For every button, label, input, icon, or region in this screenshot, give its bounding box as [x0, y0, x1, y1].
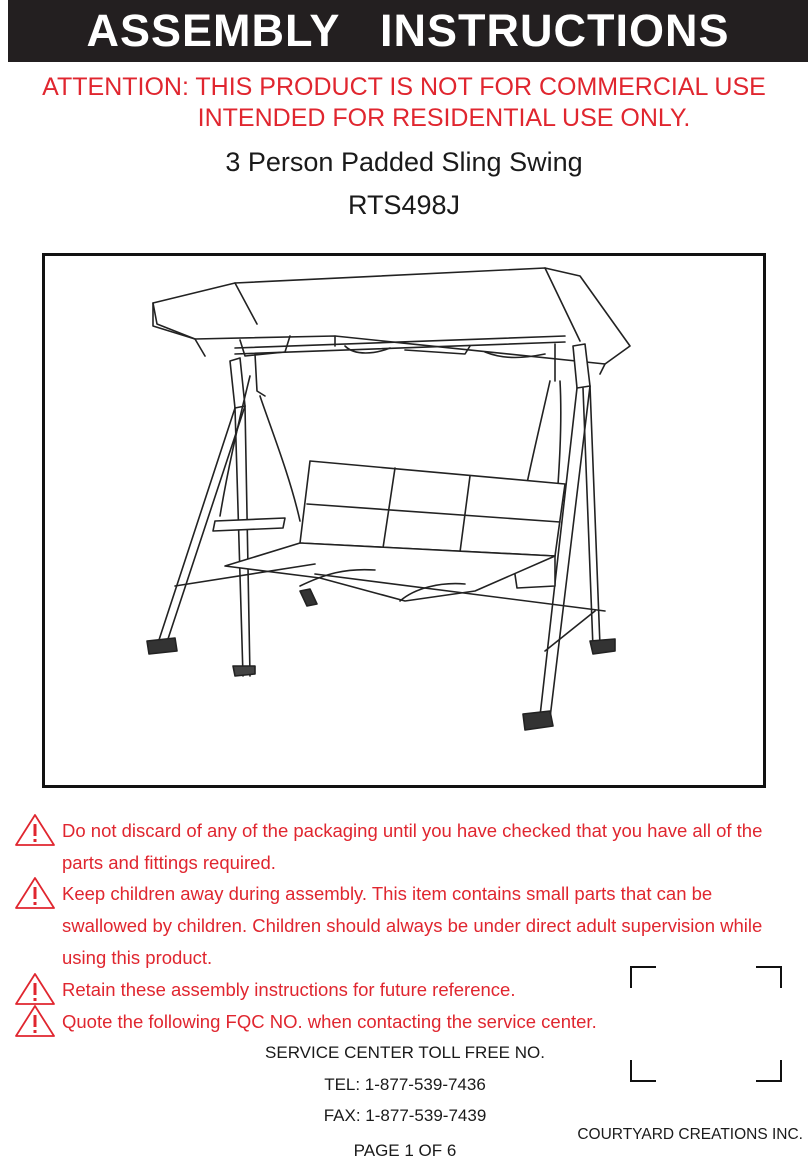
- company-name: COURTYARD CREATIONS INC.: [577, 1126, 803, 1143]
- title-banner: [8, 0, 808, 62]
- service-fax: FAX: 1-877-539-7439: [323, 1106, 487, 1125]
- warning-text: Quote the following FQC NO. when contacting the service center.: [62, 1011, 597, 1032]
- product-model: RTS498J: [347, 190, 461, 220]
- page-number: PAGE 1 OF 6: [353, 1141, 457, 1160]
- warning-icon: [14, 876, 56, 910]
- product-name: 3 Person Padded Sling Swing: [225, 147, 583, 177]
- warning-packaging: [14, 815, 794, 879]
- fqc-box-corner-top-left: [630, 966, 656, 988]
- warning-fqc: [14, 1006, 614, 1038]
- swing-illustration: [45, 256, 763, 785]
- warning-icon: [14, 972, 56, 1006]
- service-tel: TEL: 1-877-539-7436: [324, 1075, 486, 1094]
- fqc-box-corner-bottom-left: [630, 1060, 656, 1082]
- page-title: ASSEMBLY INSTRUCTIONS: [86, 5, 730, 56]
- warning-text: Keep children away during assembly. This item contains small parts that can be swallowed by children. Children should always be under direct adult supervision while using this product.: [62, 883, 763, 968]
- fqc-box-corner-top-right: [756, 966, 782, 988]
- attention-line-1: ATTENTION: THIS PRODUCT IS NOT FOR COMMERCIAL USE: [42, 73, 766, 101]
- attention-line-2: INTENDED FOR RESIDENTIAL USE ONLY.: [197, 104, 691, 132]
- warning-retain: [14, 974, 614, 1006]
- fqc-box-corner-bottom-right: [756, 1060, 782, 1082]
- warning-icon: [14, 1004, 56, 1038]
- warning-text: Do not discard of any of the packaging until you have checked that you have all of the parts and fittings required.: [62, 820, 763, 873]
- product-illustration-frame: [42, 253, 766, 788]
- service-center-label: SERVICE CENTER TOLL FREE NO.: [265, 1043, 545, 1062]
- warning-text: Retain these assembly instructions for future reference.: [62, 979, 516, 1000]
- warning-icon: [14, 813, 56, 847]
- warning-children: [14, 878, 794, 974]
